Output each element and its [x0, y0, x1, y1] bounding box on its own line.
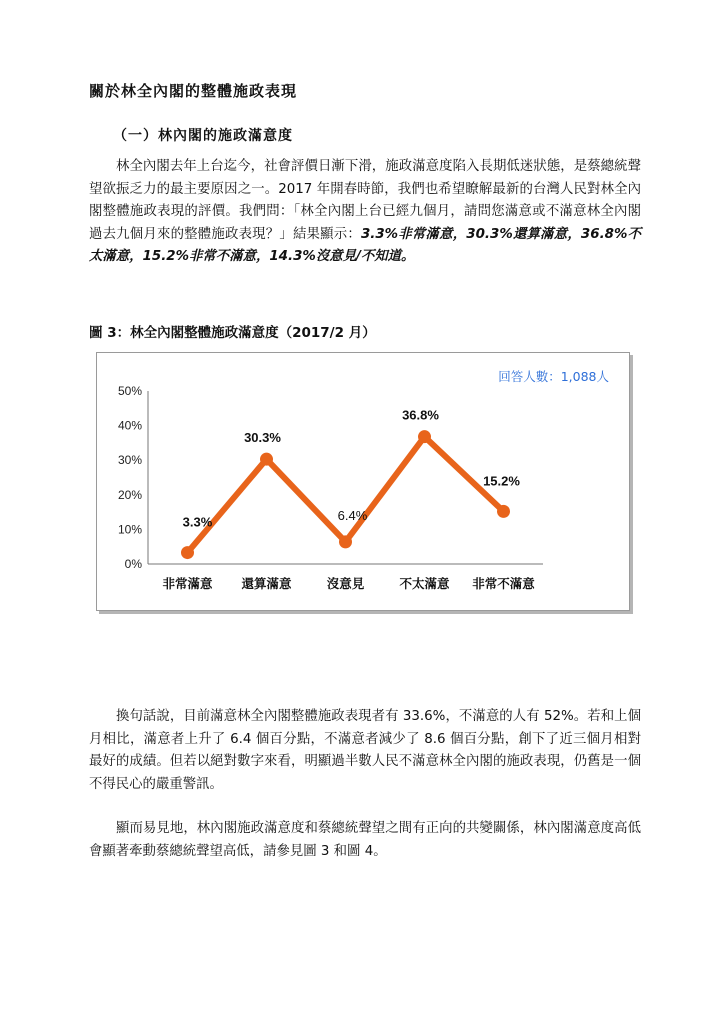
y-tick-label: 50%: [117, 384, 142, 398]
x-category-label: 非常不滿意: [472, 576, 535, 591]
respondents-note: 回答人數：1,088人: [498, 369, 609, 384]
data-point-marker: [497, 505, 510, 518]
chart-svg: [97, 353, 629, 610]
subsection-title: （一）林內閣的施政滿意度: [113, 128, 293, 144]
y-tick-label: 20%: [117, 487, 142, 502]
paragraph-intro: [89, 156, 641, 269]
y-tick-label: 0%: [124, 557, 142, 571]
paragraph-intro-text: 林全內閣去年上台迄今，社會評價日漸下滑，施政滿意度陷入長期低迷狀態，是蔡總統聲望欲振乏力的最主要原因之一。2017 年開春時節，我們也希望瞭解最新的台灣人民對林全內閣整體施政表現的評價。我們問：「林全內閣上台已經九個月，請問您滿意或不滿意林全內閣過去九個月來的整體施政表現？」結果顯示：: [89, 159, 641, 242]
y-tick-label: 30%: [117, 453, 142, 468]
paragraph-conclusion: 顯而易見地，林內閣施政滿意度和蔡總統聲望之間有正向的共變關係，林內閣滿意度高低會顯著牽動蔡總統聲望高低，請參見圖 3 和圖 4。: [89, 821, 641, 859]
data-value-label: 36.8%: [402, 407, 439, 423]
data-point-marker: [339, 535, 352, 548]
x-category-label: 不太滿意: [399, 576, 450, 591]
data-value-label: 15.2%: [483, 473, 520, 489]
section-title: 關於林全內閣的整體施政表現: [89, 82, 298, 100]
series-line: [188, 437, 504, 553]
data-point-marker: [260, 453, 273, 466]
data-value-label: 6.4%: [337, 507, 368, 523]
y-tick-label: 40%: [117, 418, 142, 433]
satisfaction-chart: [96, 352, 630, 611]
x-category-label: 沒意見: [326, 576, 365, 591]
x-category-label: 還算滿意: [241, 576, 292, 591]
x-category-label: 非常滿意: [162, 576, 213, 591]
y-tick-label: 10%: [117, 522, 142, 537]
figure-caption: 圖 3：林全內閣整體施政滿意度（2017/2 月）: [89, 325, 376, 341]
paragraph-intro-results: 3.3%非常滿意，30.3%還算滿意，36.8%不太滿意，15.2%非常不滿意，14.3%沒意見/不知道。: [89, 226, 641, 264]
data-point-marker: [181, 546, 194, 559]
data-value-label: 3.3%: [182, 514, 213, 530]
data-value-label: 30.3%: [244, 430, 281, 446]
data-point-marker: [418, 430, 431, 443]
paragraph-summary: 換句話說，目前滿意林全內閣整體施政表現者有 33.6%，不滿意的人有 52%。若和上個月相比，滿意者上升了 6.4 個百分點，不滿意者減少了 8.6 個百分點，創下了近三個月相對最好的成績。但若以絕對數字來看，明顯過半數人民不滿意林全內閣的施政表現，仍舊是一個不得民心的嚴重警訊。: [89, 709, 641, 792]
